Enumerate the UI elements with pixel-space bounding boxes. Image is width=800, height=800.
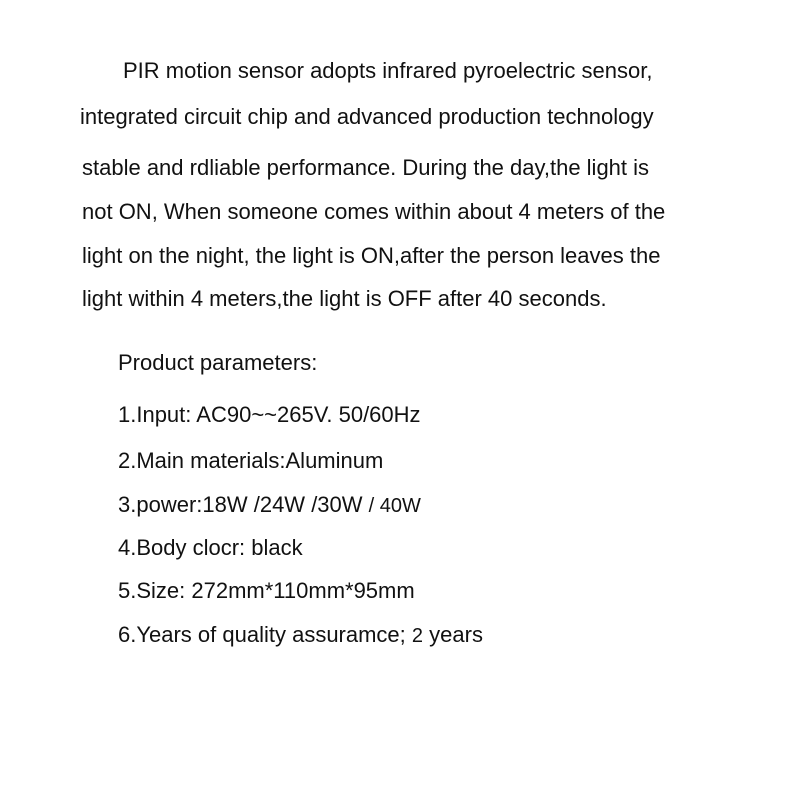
parameter-item (118, 622, 483, 649)
parameter-warranty-unit: years (423, 622, 483, 647)
parameter-item: 2.Main materials:Aluminum (118, 448, 384, 473)
parameter-warranty-main: 6.Years of quality assuramce; (118, 622, 412, 647)
description-line: PIR motion sensor adopts infrared pyroelectric sensor, (123, 58, 653, 83)
parameter-power-40w: / 40W (368, 495, 421, 517)
parameter-item (118, 492, 421, 519)
parameter-item: 1.Input: AC90~~265V. 50/60Hz (118, 402, 421, 427)
description-line: not ON, When someone comes within about 4 meters of the (82, 199, 666, 224)
parameter-item: 5.Size: 272mm*110mm*95mm (118, 578, 415, 603)
parameter-warranty-number: 2 (411, 625, 424, 647)
parameters-heading: Product parameters: (118, 350, 318, 375)
description-line: light within 4 meters,the light is OFF after 40 seconds. (82, 286, 607, 311)
description-line: stable and rdliable performance. During the day,the light is (82, 155, 650, 180)
parameter-power-main: 3.power:18W /24W /30W (118, 492, 369, 517)
parameter-item: 4.Body clocr: black (118, 535, 303, 560)
description-line: integrated circuit chip and advanced production technology (80, 104, 654, 129)
description-line: light on the night, the light is ON,after the person leaves the (82, 243, 661, 268)
